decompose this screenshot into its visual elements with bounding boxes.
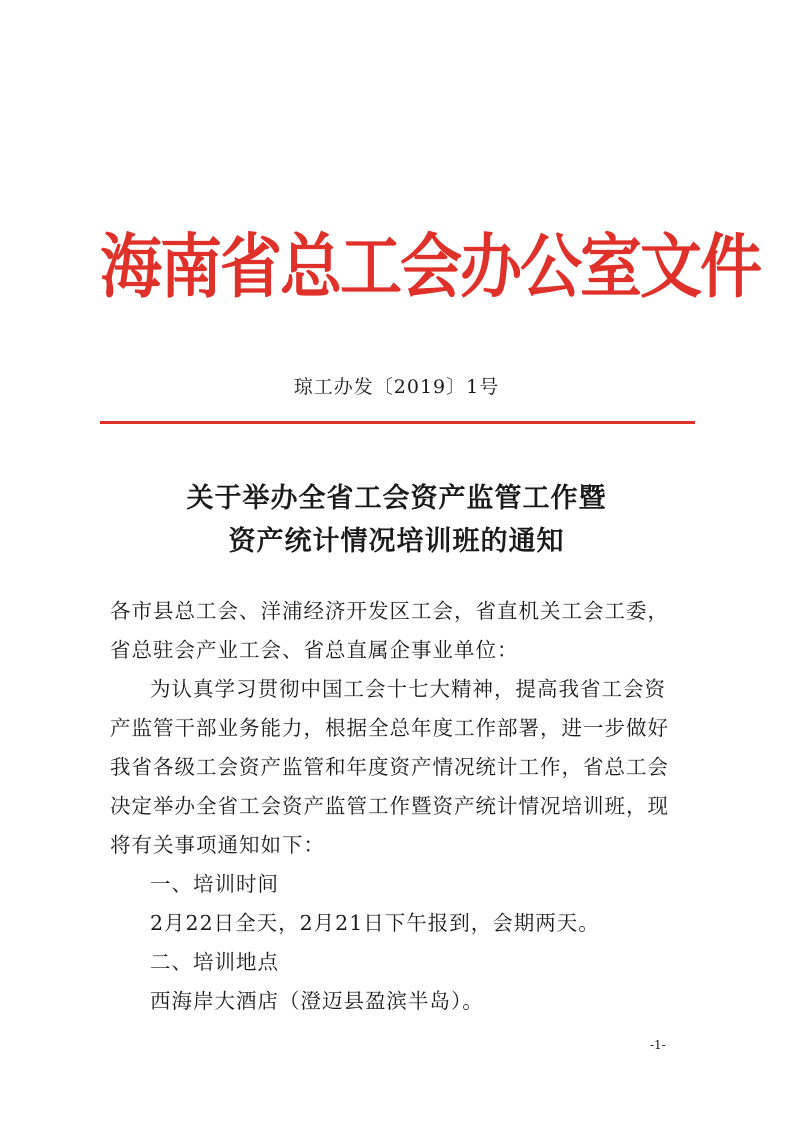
- section-heading-location: 二、培训地点: [150, 950, 279, 974]
- intro-line-4: 决定举办全省工会资产监管工作暨资产统计情况培训班，现: [110, 794, 669, 818]
- notice-title-line-2: 资产统计情况培训班的通知: [228, 526, 565, 557]
- intro-line-5: 将有关事项通知如下：: [110, 833, 325, 857]
- section-text-time: 2月22日全天，2月21日下午报到，会期两天。: [150, 911, 600, 935]
- intro-line-1: 为认真学习贯彻中国工会十七大精神，提高我省工会资: [150, 677, 666, 701]
- notice-title-line-1: 关于举办全省工会资产监管工作暨: [186, 483, 607, 514]
- recipients-line-1: 各市县总工会、洋浦经济开发区工会，省直机关工会工委，: [110, 599, 669, 623]
- intro-line-3: 我省各级工会资产监管和年度资产情况统计工作，省总工会: [110, 755, 669, 779]
- red-divider-line: [100, 421, 695, 424]
- masthead-title: 海南省总工会办公室文件: [100, 225, 761, 308]
- intro-line-2: 产监管干部业务能力，根据全总年度工作部署，进一步做好: [110, 716, 669, 740]
- page-number: -1-: [650, 1038, 666, 1052]
- recipients-line-2: 省总驻会产业工会、省总直属企事业单位：: [110, 638, 519, 662]
- section-text-location: 西海岸大酒店（澄迈县盈滨半岛）。: [150, 989, 484, 1013]
- document-number: 琼工办发〔2019〕1号: [293, 376, 500, 398]
- section-heading-time: 一、培训时间: [150, 872, 279, 896]
